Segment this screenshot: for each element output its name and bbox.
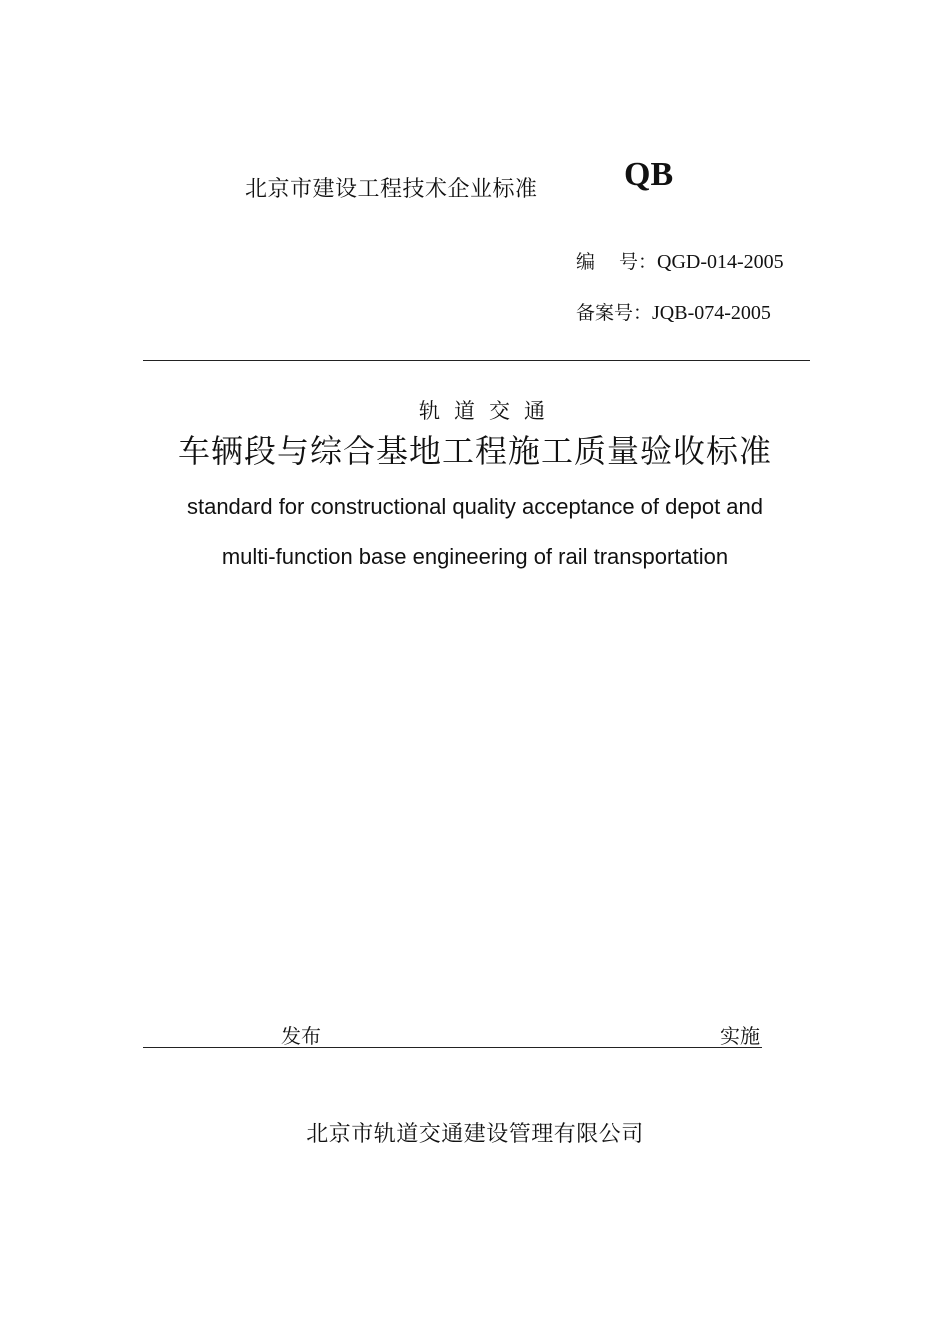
bottom-divider <box>143 1047 762 1048</box>
title-english-line-2: multi-function base engineering of rail transportation <box>221 544 729 569</box>
top-divider <box>143 360 810 361</box>
document-number-label-1: 编 <box>576 251 596 273</box>
org-standard-header: 北京市建设工程技术企业标准 <box>245 177 538 202</box>
document-number-label-2: 号： <box>619 251 658 273</box>
record-number <box>576 298 771 325</box>
record-number-label: 备案号： <box>576 302 653 324</box>
standard-code-mark: QB <box>624 156 674 193</box>
subject-heading: 轨道交通 <box>419 399 559 423</box>
implement-label: 实施 <box>720 1024 760 1048</box>
document-number-value: QGD-014-2005 <box>657 251 784 273</box>
issuer-name: 北京市轨道交通建设管理有限公司 <box>306 1122 644 1147</box>
title-english-line-1: standard for constructional quality acceptance of depot and <box>186 494 764 519</box>
record-number-value: JQB-074-2005 <box>652 302 771 324</box>
document-number <box>576 247 784 274</box>
title-chinese: 车辆段与综合基地工程施工质量验收标准 <box>177 432 772 470</box>
publish-label: 发布 <box>281 1024 321 1048</box>
